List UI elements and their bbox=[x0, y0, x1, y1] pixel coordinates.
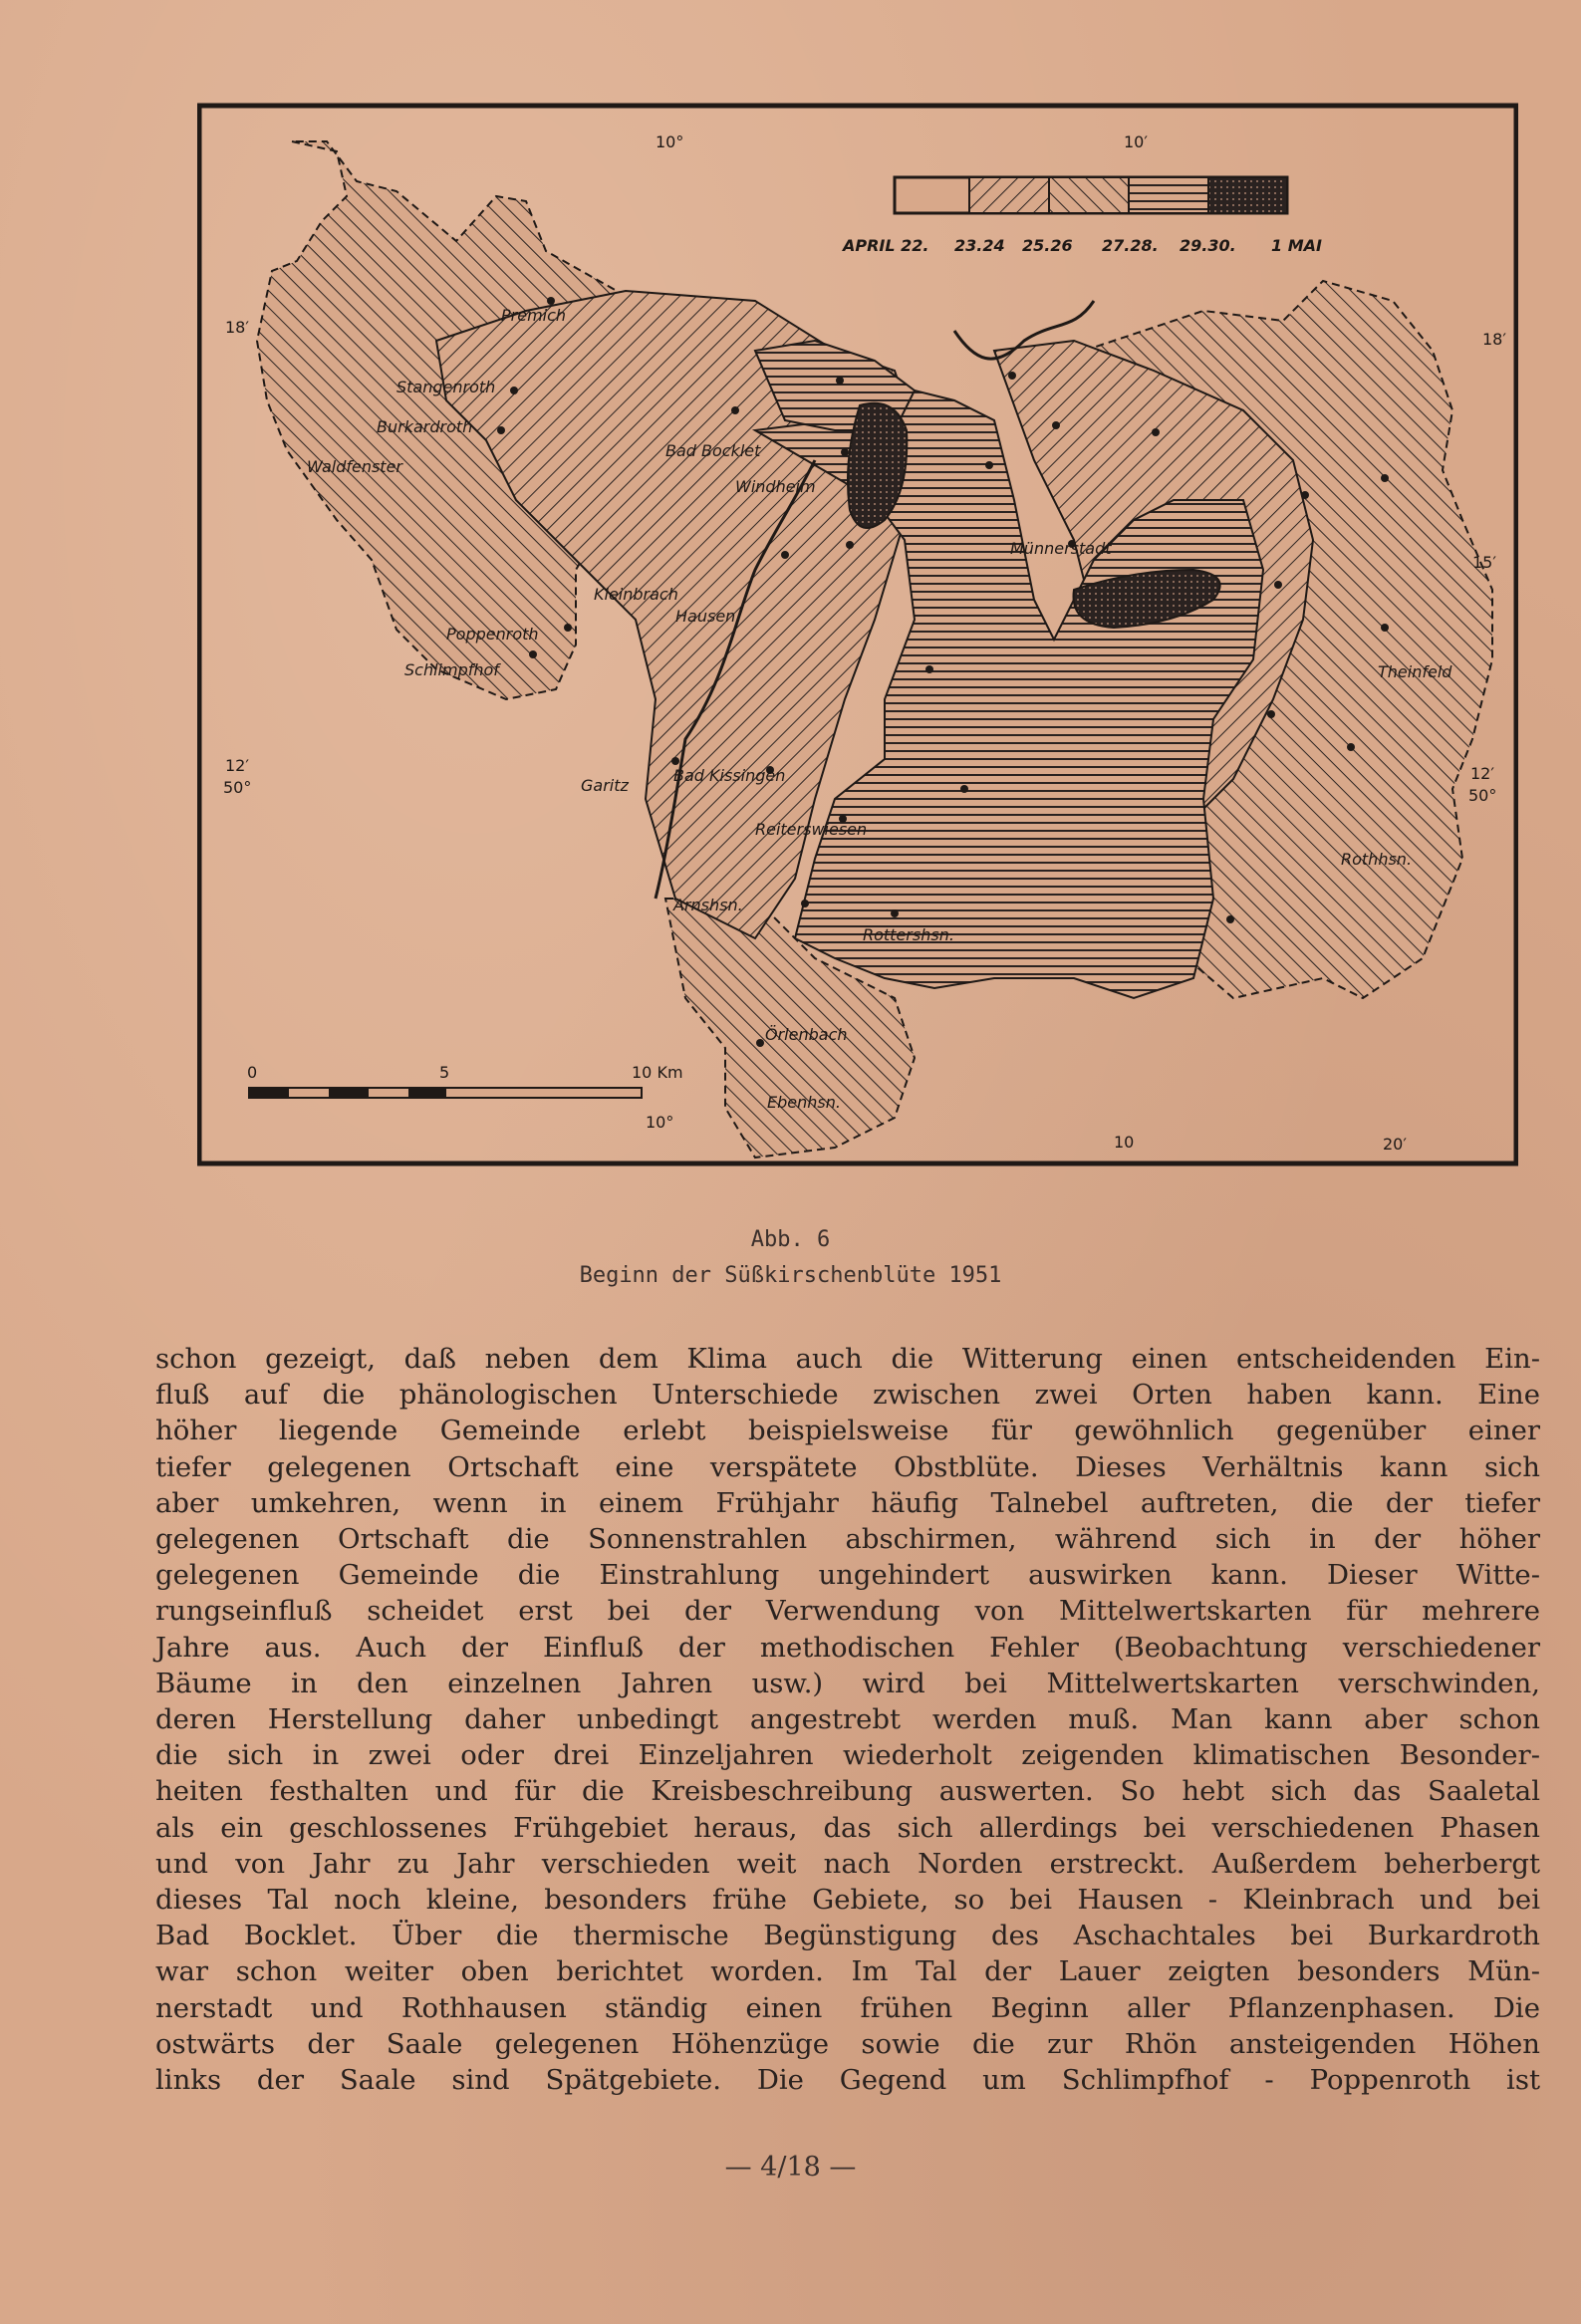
place-bad-bocklet: Bad Bocklet bbox=[665, 441, 761, 460]
text-line: deren Herstellung daher unbedingt angestrebt werden muß. Man kann aber schon bbox=[155, 1703, 1540, 1736]
label-right-15: 15′ bbox=[1472, 553, 1496, 572]
text-line: und von Jahr zu Jahr verschieden weit nach Norden erstreckt. Außerdem beherbergt bbox=[155, 1847, 1540, 1880]
legend-label-5: 29.30. bbox=[1180, 236, 1236, 255]
label-left-18: 18′ bbox=[225, 318, 249, 337]
place-hausen: Hausen bbox=[675, 607, 736, 626]
place-theinfeld: Theinfeld bbox=[1378, 662, 1452, 681]
text-line: heiten festhalten und für die Kreisbeschreibung auswerten. So hebt sich das Saaletal bbox=[155, 1775, 1540, 1808]
figure-number: Abb. 6 bbox=[750, 1227, 831, 1252]
scale-label-10: 10 Km bbox=[632, 1063, 683, 1082]
legend-label-3: 25.26 bbox=[1022, 236, 1073, 255]
place-ebenhsn: Ebenhsn. bbox=[767, 1093, 841, 1112]
label-top-10deg: 10° bbox=[656, 132, 684, 151]
text-line: Bad Bocklet. Über die thermische Begünstigung des Aschachtales bei Burkardroth bbox=[155, 1920, 1540, 1952]
text-line: gelegenen Gemeinde die Einstrahlung ungehindert auswirken kann. Dieser Witte- bbox=[155, 1559, 1540, 1592]
place-rothhausen: Rothhsn. bbox=[1341, 850, 1413, 869]
place-windheim: Windheim bbox=[735, 477, 816, 496]
text-line: gelegenen Ortschaft die Sonnenstrahlen abschirmen, während sich in der höher bbox=[155, 1523, 1540, 1556]
text-line: nerstadt und Rothhausen ständig einen frühen Beginn aller Pflanzenphasen. Die bbox=[155, 1991, 1540, 2024]
place-reiterswiesen: Reiterswiesen bbox=[755, 820, 868, 839]
label-bottom-20min: 20′ bbox=[1383, 1135, 1407, 1154]
map-svg bbox=[197, 102, 1518, 1167]
label-right-50: 50° bbox=[1468, 786, 1497, 805]
text-line: Jahre aus. Auch der Einfluß der methodischen Fehler (Beobachtung verschiedener bbox=[155, 1631, 1540, 1664]
label-top-10min: 10′ bbox=[1124, 132, 1148, 151]
place-garitz: Garitz bbox=[581, 776, 629, 795]
label-left-12: 12′ bbox=[225, 756, 249, 775]
text-line: Bäume in den einzelnen Jahren usw.) wird bei Mittelwertskarten verschwinden, bbox=[155, 1667, 1540, 1699]
label-bottom-10deg: 10° bbox=[646, 1113, 674, 1132]
text-line: war schon weiter oben berichtet worden. Im Tal der Lauer zeigten besonders Mün- bbox=[155, 1955, 1540, 1988]
place-kleinbrach: Kleinbrach bbox=[594, 585, 678, 604]
text-line: aber umkehren, wenn in einem Frühjahr häufig Talnebel auftreten, die der tiefer bbox=[155, 1486, 1540, 1519]
body-paragraph bbox=[155, 1341, 1540, 2098]
text-line: rungseinfluß scheidet erst bei der Verwendung von Mittelwertskarten für mehrere bbox=[155, 1595, 1540, 1628]
text-line: links der Saale sind Spätgebiete. Die Gegend um Schlimpfhof - Poppenroth ist bbox=[155, 2064, 1540, 2097]
label-right-12: 12′ bbox=[1470, 764, 1494, 783]
label-left-50: 50° bbox=[223, 778, 252, 797]
place-rottershsn: Rottershsn. bbox=[863, 925, 954, 944]
scale-label-0: 0 bbox=[247, 1063, 258, 1082]
place-burkardroth: Burkardroth bbox=[377, 417, 473, 436]
map-figure bbox=[197, 102, 1518, 1167]
label-right-18: 18′ bbox=[1482, 330, 1506, 349]
legend-label-4: 27.28. bbox=[1102, 236, 1159, 255]
place-schlimpfhof: Schlimpfhof bbox=[404, 660, 499, 679]
place-waldfenster: Waldfenster bbox=[307, 457, 402, 476]
text-line: dieses Tal noch kleine, besonders frühe Gebiete, so bei Hausen - Kleinbrach und bei bbox=[155, 1884, 1540, 1917]
text-line: tiefer gelegenen Ortschaft eine verspätete Obstblüte. Dieses Verhältnis kann sich bbox=[155, 1450, 1540, 1483]
place-poppenroth: Poppenroth bbox=[446, 625, 539, 644]
place-bad-kissingen: Bad Kissingen bbox=[673, 766, 786, 785]
place-oerlenbach: Örlenbach bbox=[765, 1025, 848, 1044]
legend bbox=[841, 177, 1322, 255]
figure-caption: Beginn der Süßkirschenblüte 1951 bbox=[579, 1263, 1002, 1288]
text-line: als ein geschlossenes Frühgebiet heraus, das sich allerdings bei verschiedenen Phasen bbox=[155, 1811, 1540, 1844]
text-line: die sich in zwei oder drei Einzeljahren wiederholt zeigenden klimatischen Besonder- bbox=[155, 1739, 1540, 1772]
text-line: höher liegende Gemeinde erlebt beispielsweise für gewöhnlich gegenüber einer bbox=[155, 1415, 1540, 1447]
legend-label-2: 23.24 bbox=[954, 236, 1005, 255]
text-line: ostwärts der Saale gelegenen Höhenzüge sowie die zur Rhön ansteigenden Höhen bbox=[155, 2027, 1540, 2060]
place-muennerstadt: Münnerstadt bbox=[1010, 539, 1112, 558]
text-line: schon gezeigt, daß neben dem Klima auch die Witterung einen entscheidenden Ein- bbox=[155, 1343, 1540, 1375]
place-stangenroth: Stangenroth bbox=[396, 378, 496, 396]
place-premich: Premich bbox=[501, 306, 567, 325]
place-arnshsn: Arnshsn. bbox=[673, 896, 743, 914]
legend-label-1: APRIL 22. bbox=[843, 236, 929, 255]
page-number: — 4/18 — bbox=[724, 2152, 857, 2183]
legend-label-6: 1 MAI bbox=[1271, 236, 1322, 255]
text-line: fluß auf die phänologischen Unterschiede zwischen zwei Orten haben kann. Eine bbox=[155, 1379, 1540, 1412]
label-bottom-10: 10 bbox=[1114, 1133, 1135, 1152]
scale-label-5: 5 bbox=[439, 1063, 450, 1082]
scale-bar bbox=[247, 1063, 683, 1098]
